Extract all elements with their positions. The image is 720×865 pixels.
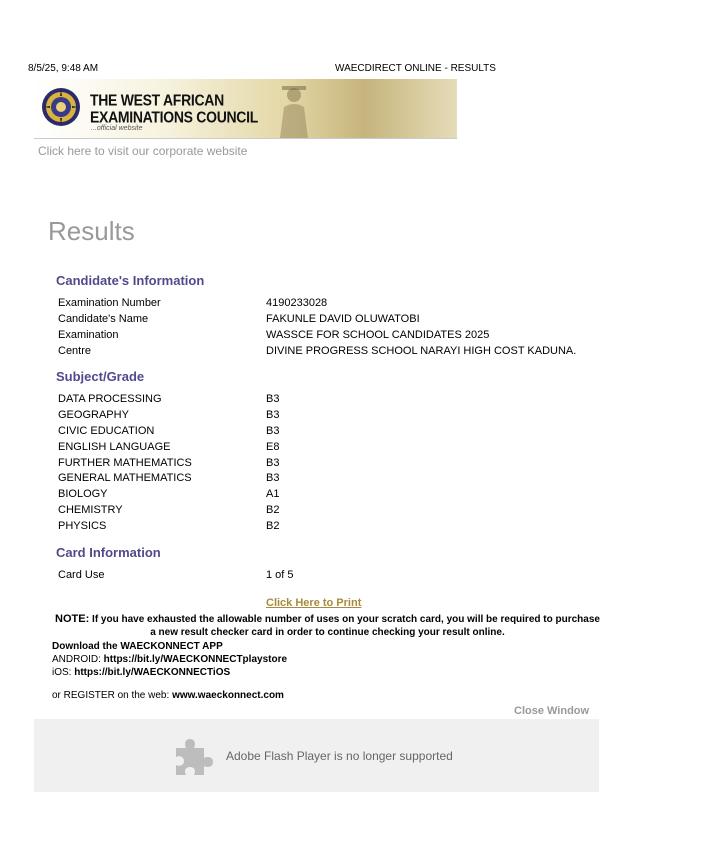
register-link[interactable]: www.waeckonnect.com xyxy=(172,690,284,701)
subject-name: CIVIC EDUCATION xyxy=(58,425,155,437)
android-link[interactable]: https://bit.ly/WAECKONNECTplaystore xyxy=(103,654,288,665)
info-value: DIVINE PROGRESS SCHOOL NARAYI HIGH COST KADUNA. xyxy=(266,345,577,357)
page-heading: Results xyxy=(48,216,135,246)
note-text: If you have exhausted the allowable number of uses on your scratch card, you will be required to purchase a new result checker card in order to continue checking your result online. xyxy=(92,614,600,638)
print-page-title: WAECDIRECT ONLINE - RESULTS xyxy=(335,63,496,74)
waec-banner[interactable] xyxy=(34,79,457,139)
subject-name: GENERAL MATHEMATICS xyxy=(58,472,192,484)
subject-name: BIOLOGY xyxy=(58,488,108,500)
subject-grade: B3 xyxy=(266,409,280,421)
close-window-link[interactable]: Close Window xyxy=(514,705,590,717)
info-value: FAKUNLE DAVID OLUWATOBI xyxy=(266,313,420,325)
print-link[interactable]: Click Here to Print xyxy=(266,597,362,609)
print-datetime: 8/5/25, 9:48 AM xyxy=(28,63,99,74)
ios-label: iOS: xyxy=(52,667,75,678)
graduate-figure-icon xyxy=(274,83,314,138)
subject-name: CHEMISTRY xyxy=(58,504,123,516)
scratch-card-note xyxy=(55,613,600,639)
subject-grade: A1 xyxy=(266,488,280,500)
subject-grade-title: Subject/Grade xyxy=(56,369,145,384)
subject-grade: B3 xyxy=(266,472,280,484)
subject-grade: E8 xyxy=(266,441,280,453)
banner-tagline: ...official website xyxy=(91,125,143,132)
info-label: Centre xyxy=(58,345,92,357)
register-line xyxy=(52,689,284,702)
puzzle-piece-icon xyxy=(174,736,214,776)
info-value: 4190233028 xyxy=(266,297,328,309)
flash-message: Adobe Flash Player is no longer supported xyxy=(226,749,453,763)
subject-name: PHYSICS xyxy=(58,520,107,532)
note-label: NOTE: xyxy=(55,613,90,625)
ios-line xyxy=(52,666,230,679)
subject-grade: B3 xyxy=(266,425,280,437)
corporate-website-link[interactable]: Click here to visit our corporate website xyxy=(38,144,248,158)
subject-grade: B2 xyxy=(266,520,280,532)
card-use-label: Card Use xyxy=(58,569,105,581)
android-label: ANDROID: xyxy=(52,654,104,665)
waec-seal-icon xyxy=(41,87,81,127)
org-name-line2: EXAMINATIONS COUNCIL xyxy=(90,108,258,126)
subject-name: GEOGRAPHY xyxy=(58,409,129,421)
candidate-info-title: Candidate's Information xyxy=(56,273,205,288)
subject-name: DATA PROCESSING xyxy=(58,393,162,405)
subject-name: FURTHER MATHEMATICS xyxy=(58,457,192,469)
ios-link[interactable]: https://bit.ly/WAECKONNECTiOS xyxy=(74,667,231,678)
org-name-line1: THE WEST AFRICAN xyxy=(90,91,224,109)
card-use-value: 1 of 5 xyxy=(266,569,294,581)
subject-grade: B3 xyxy=(266,393,280,405)
subject-grade: B3 xyxy=(266,457,280,469)
info-label: Examination xyxy=(58,329,119,341)
subject-grade: B2 xyxy=(266,504,280,516)
subject-name: ENGLISH LANGUAGE xyxy=(58,441,171,453)
card-info-title: Card Information xyxy=(56,545,161,560)
info-value: WASSCE FOR SCHOOL CANDIDATES 2025 xyxy=(266,329,490,341)
download-heading: Download the WAECKONNECT APP xyxy=(52,641,223,652)
info-label: Candidate's Name xyxy=(58,313,149,325)
info-label: Examination Number xyxy=(58,297,161,309)
flash-placeholder xyxy=(34,719,599,792)
register-label: or REGISTER on the web: xyxy=(52,690,173,701)
android-line xyxy=(52,653,287,666)
